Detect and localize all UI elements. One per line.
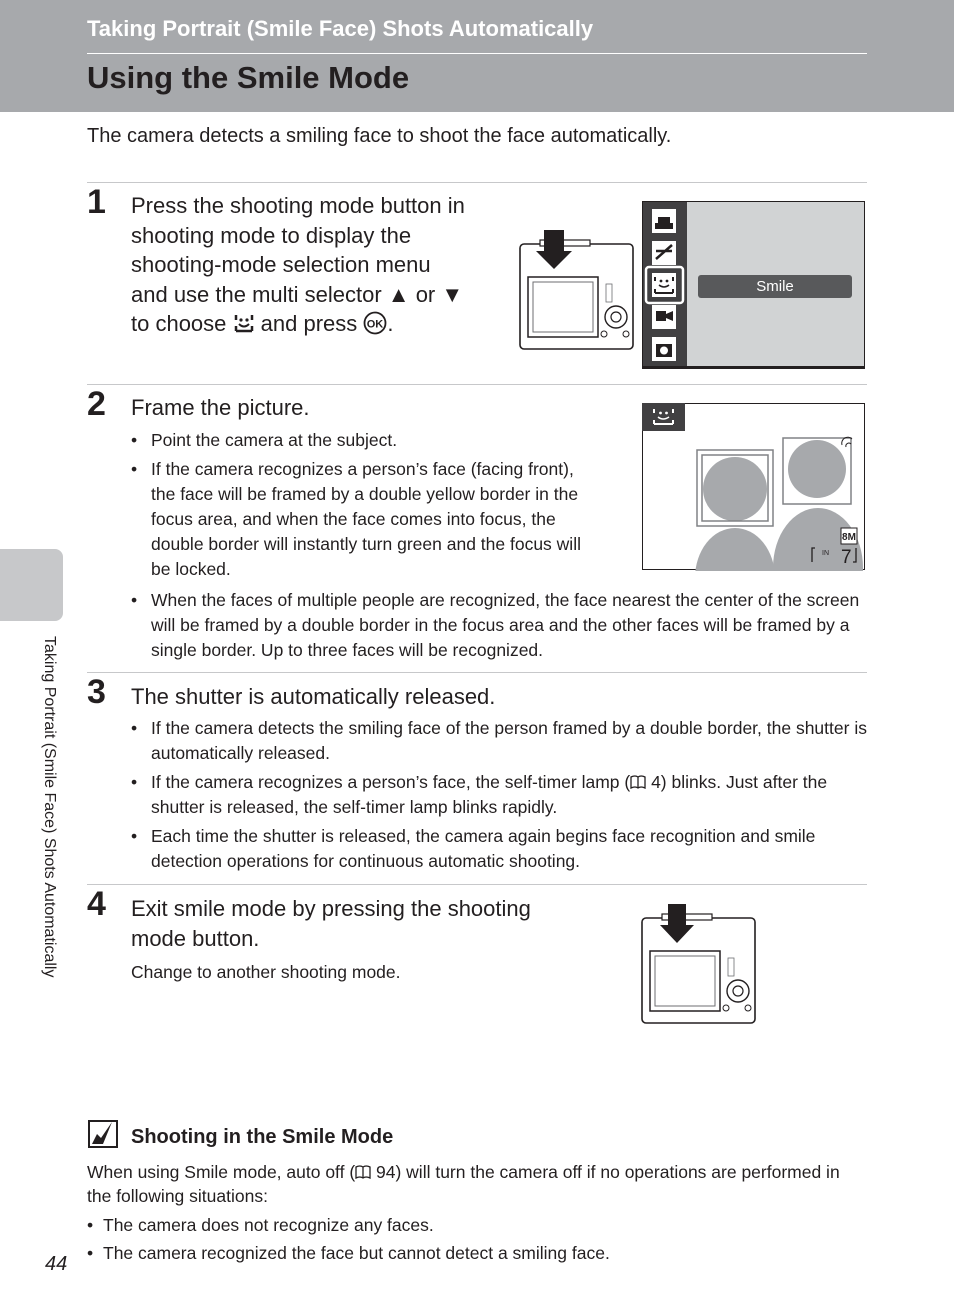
step-1-line: shooting mode to display the (131, 222, 412, 248)
step-2-number: 2 (87, 385, 106, 423)
list-item: • When the faces of multiple people are recognized, the face nearest the center of the screen will be framed by a double border in the focus area and the other faces will be framed by a single border. Up to three faces will be recognized. (131, 588, 867, 663)
note-body-text: When using Smile mode, auto off ( (87, 1162, 356, 1182)
note-check-icon (88, 1120, 118, 1148)
step-4-title (131, 894, 591, 953)
step-2-bullets-wide (131, 588, 867, 667)
page-number: 44 (45, 1253, 68, 1275)
header-divider (87, 53, 867, 54)
step-3-bullets (131, 716, 867, 878)
note-title: Shooting in the Smile Mode (131, 1126, 394, 1148)
svg-text:OK: OK (367, 318, 384, 331)
note-body (87, 1160, 867, 1208)
list-item: • Point the camera at the subject. (131, 428, 601, 453)
divider (87, 182, 867, 183)
step-4-title-line: Exit smile mode by pressing the shooting (131, 896, 531, 921)
step-2-title: Frame the picture. (131, 395, 310, 420)
step-3-title: The shutter is automatically released. (131, 684, 496, 709)
side-chapter-label (38, 636, 58, 1026)
book-reference-icon (355, 1164, 371, 1180)
step-2-bullets (131, 428, 601, 586)
smile-menu-label: Smile (698, 275, 852, 298)
step-1-text (131, 191, 511, 339)
book-reference-icon (630, 774, 646, 790)
list-item: • Each time the shutter is released, the camera again begins face recognition and smile detection operations for continuous automatic shooting. (131, 824, 867, 874)
list-item: • The camera does not recognize any faces. (87, 1211, 610, 1239)
chapter-side-tab (0, 549, 63, 621)
ok-button-icon (363, 311, 387, 335)
divider (87, 884, 867, 885)
divider (87, 672, 867, 673)
list-item (131, 770, 867, 820)
section-title: Taking Portrait (Smile Face) Shots Automatically (87, 16, 594, 41)
step-4-title-line: mode button. (131, 925, 260, 951)
intro-text: The camera detects a smiling face to shoot the face automatically. (87, 125, 672, 147)
list-item-text: If the camera recognizes a person’s face, the self-timer lamp ( (151, 772, 631, 792)
step-1-text-part: . (387, 311, 394, 336)
step-1-number: 1 (87, 183, 106, 221)
step-1-text-part: and press (260, 311, 358, 336)
step-1-line (131, 309, 511, 339)
step-1-text-part: to choose (131, 311, 227, 336)
divider (87, 384, 867, 385)
list-item-text: 4) blinks. Just after the shutter is released, the self-timer lamp blinks rapidly. (151, 772, 828, 817)
list-item: • If the camera recognizes a person’s face (facing front), the face will be framed by a double yellow border in the focus area, and when the face comes into focus, the double border will instantly turn green and the focus will be locked. (131, 457, 601, 582)
step-3-number: 3 (87, 673, 106, 711)
camera-back-illustration (640, 903, 758, 1027)
list-item: • The camera recognized the face but cannot detect a smiling face. (87, 1239, 610, 1267)
camera-back-illustration (518, 229, 636, 353)
svg-text:8M: 8M (842, 532, 856, 543)
note-body-text: 94) will turn the camera off if no operations are performed in the following situations: (87, 1162, 840, 1206)
step-4-number: 4 (87, 885, 106, 923)
note-bullets (87, 1211, 610, 1267)
step-4-note: Change to another shooting mode. (131, 962, 401, 982)
step-1-line: Press the shooting mode button in (131, 193, 465, 218)
step-1-line: and use the multi selector ▲ or ▼ (131, 281, 464, 307)
smile-mode-icon (233, 312, 255, 334)
page-title: Using the Smile Mode (87, 60, 410, 95)
side-chapter-label-text: Taking Portrait (Smile Face) Shots Automatically (41, 636, 58, 978)
face-detection-screen (642, 403, 866, 571)
svg-text:IN: IN (822, 550, 829, 557)
list-item: • If the camera detects the smiling face of the person framed by a double border, the shutter is automatically released. (131, 716, 867, 766)
header-band (0, 0, 954, 112)
step-1-line: shooting-mode selection menu (131, 252, 431, 277)
screen-shots-counter: 7 (841, 547, 852, 568)
